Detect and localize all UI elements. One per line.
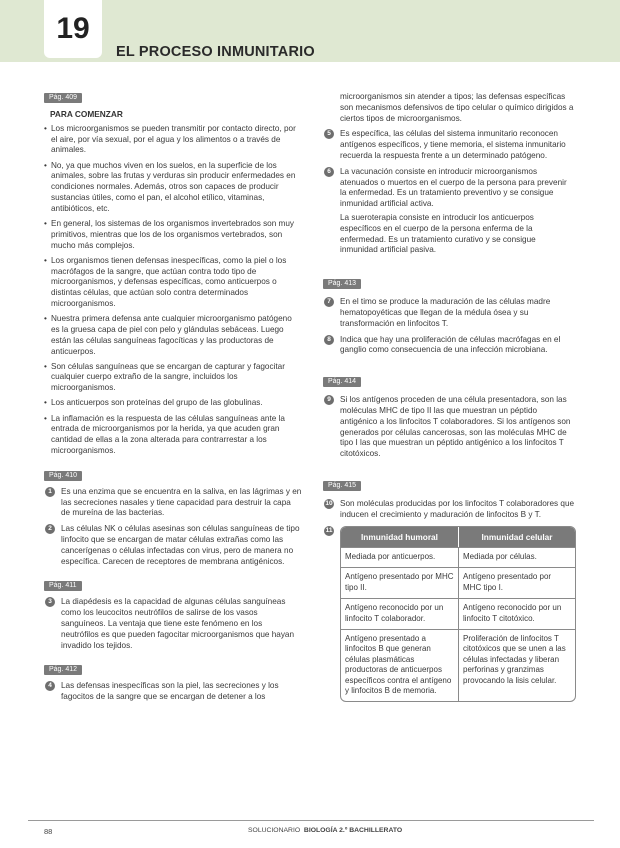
page-ref-415: Pág. 415 bbox=[323, 481, 361, 491]
question-8 bbox=[323, 335, 575, 357]
table-row bbox=[341, 598, 575, 629]
page-ref-411: Pág. 411 bbox=[44, 581, 82, 591]
footer-label bbox=[248, 827, 402, 834]
question-number: 7 bbox=[324, 297, 334, 307]
question-10 bbox=[323, 499, 575, 521]
answer-text: Es específica, las células del sistema inmunitario reconocen antígenos específicos, y tiene memoria, el sistema inmunitario recuerda la respuesta frente a un determinado patógeno. bbox=[340, 129, 566, 160]
answer-text: Indica que hay una proliferación de células macrófagas en el ganglio como consecuencia de una infección microbiana. bbox=[340, 334, 561, 355]
table-cell: Antígeno reconocido por un linfocito T colaborador. bbox=[341, 598, 458, 629]
question-5 bbox=[323, 129, 575, 161]
answer-text: Las células NK o células asesinas son células sanguíneas de tipo linfocito que se encargan de matar células extrañas como las cancerígenas o células infectadas con virus, pero de manera no específica. Carecen de receptores de membrana antigénicos. bbox=[61, 524, 300, 566]
table-row bbox=[341, 567, 575, 598]
answer-text: Las defensas inespecíficas son la piel, las secreciones y los fagocitos de la sangre que se encargan de detener a los bbox=[61, 681, 279, 702]
list-item: • Los organismos tienen defensas inespecíficas, como la piel o los macrófagos de la sangre, que actúan contra todo tipo de microorganismos, y defensas específicas, como anticuerpos o distintas células, que actúan solo contra determinados microorganismos. bbox=[44, 256, 302, 310]
table-cell: Mediada por células. bbox=[458, 547, 575, 567]
list-item: • Los microorganismos se pueden transmitir por contacto directo, por el aire, por vía sexual, por el agua y los alimentos o a través de animales. bbox=[44, 124, 302, 156]
page-ref-414: Pág. 414 bbox=[323, 377, 361, 387]
answer-text: Son moléculas producidas por los linfocitos T colaboradores que inducen el crecimiento y maduración de linfocitos B y T. bbox=[340, 498, 575, 519]
table-header-celular: Inmunidad celular bbox=[458, 527, 575, 547]
table-cell: Mediada por anticuerpos. bbox=[341, 547, 458, 567]
answer-text: La vacunación consiste en introducir microorganismos atenuados o muertos en el cuerpo de la persona para prevenir la enfermedad. Es un tratamiento preventivo y se consigue inmunidad artificial activa. bbox=[340, 166, 567, 209]
question-number: 4 bbox=[45, 681, 55, 691]
question-number: 3 bbox=[45, 597, 55, 607]
list-item: • La inflamación es la respuesta de las células sanguíneas ante la entrada de microorganismos por la herida, ya que acuden gran cantidad de ellas a la zona alterada para contrarrestar a los microorganismos. bbox=[44, 414, 302, 457]
list-item: • En general, los sistemas de los organismos invertebrados son muy primitivos, mientras que los de los organismos vertebrados, son mucho más complejos. bbox=[44, 219, 302, 251]
question-7 bbox=[323, 297, 575, 329]
footer-divider bbox=[28, 820, 594, 821]
footer-subject: BIOLOGÍA 2.º BACHILLERATO bbox=[303, 827, 403, 834]
list-item: • Los anticuerpos son proteínas del grupo de las globulinas. bbox=[44, 398, 302, 409]
table-cell: Antígeno presentado por MHC tipo I. bbox=[458, 567, 575, 598]
answer-text: Es una enzima que se encuentra en la saliva, en las lágrimas y en las secreciones nasales y tiene capacidad para destruir la capa de mureína de las bacterias. bbox=[61, 486, 302, 518]
left-column bbox=[44, 92, 302, 708]
page-ref-410: Pág. 410 bbox=[44, 471, 82, 481]
right-column bbox=[323, 92, 575, 707]
question-4-continued bbox=[323, 92, 575, 124]
question-2 bbox=[44, 524, 302, 567]
answer-text: La sueroterapia consiste en introducir los anticuerpos específicos en el cuerpo de la persona enferma de la enfermedad. Es un tratamiento curativo y se consigue inmunidad artificial pasiva. bbox=[340, 212, 536, 255]
list-item: • Nuestra primera defensa ante cualquier microorganismo patógeno es la gruesa capa de piel con pelo y glándulas sebáceas. Luego están las células sanguíneas fagocíticas y las productoras de anticuerpos. bbox=[44, 314, 302, 357]
question-4 bbox=[44, 681, 302, 703]
question-number: 2 bbox=[45, 524, 55, 534]
question-number: 5 bbox=[324, 129, 334, 139]
question-number: 9 bbox=[324, 395, 334, 405]
question-number: 6 bbox=[324, 167, 334, 177]
page-ref-413: Pág. 413 bbox=[323, 279, 361, 289]
question-11 bbox=[323, 526, 575, 703]
answer-text: Si los antígenos proceden de una célula presentadora, son las moléculas MHC de tipo II las que muestran un péptido antigénico a los linfocitos T colaboradores. Si los antígenos son generados por células cancerosas, son las moléculas MHC de tipo I las que muestran un péptido antigénico a los linfocitos T citotóxicos. bbox=[340, 395, 571, 459]
page-number: 88 bbox=[44, 827, 53, 836]
footer-solucionario: SOLUCIONARIO bbox=[248, 827, 301, 834]
answer-text: En el timo se produce la maduración de las células madre hematopoyéticas que llegan de la médula ósea y su transformación en linfocitos T. bbox=[340, 297, 551, 328]
table-cell: Antígeno presentado a linfocitos B que generan células plasmáticas productoras de anticuerpos específicos contra el antígeno y linfocitos B de memoria. bbox=[341, 629, 458, 701]
question-1 bbox=[44, 487, 302, 519]
chapter-number: 19 bbox=[44, 0, 102, 58]
list-item: • No, ya que muchos viven en los suelos, en la superficie de los animales, sobre las frutas y verduras sin producir enfermedades en condiciones normales. Además, otros son capaces de producir sustancias útiles, como el pan, el alcohol etílico, vitaminas, antibióticos, etc. bbox=[44, 161, 302, 215]
list-item: • Son células sanguíneas que se encargan de capturar y fagocitar cualquier cuerpo extraño de la sangre, incluidos los microorganismos. bbox=[44, 362, 302, 394]
table-cell: Antígeno reconocido por un linfocito T citotóxico. bbox=[458, 598, 575, 629]
page-ref-409: Pág. 409 bbox=[44, 93, 82, 103]
chapter-title: EL PROCESO INMUNITARIO bbox=[116, 44, 315, 60]
question-3 bbox=[44, 597, 302, 651]
answer-text: microorganismos sin atender a tipos; las defensas específicas son mecanismos defensivos de tipo celular o químico dirigidos a ciertos tipos de microorganismos. bbox=[340, 92, 574, 123]
question-number: 1 bbox=[45, 487, 55, 497]
question-6 bbox=[323, 167, 575, 256]
page-ref-412: Pág. 412 bbox=[44, 665, 82, 675]
answer-text: La diapédesis es la capacidad de algunas células sanguíneas como los leucocitos neutrófilos de salirse de los vasos sanguíneos. La ventaja que tiene este fenómeno en los neutrófilos es que pueden fagocitar microorganismos que hayan invadido los tejidos. bbox=[61, 597, 295, 650]
question-number: 11 bbox=[325, 526, 333, 534]
table-row bbox=[341, 629, 575, 701]
para-comenzar-heading: PARA COMENZAR bbox=[50, 109, 123, 119]
para-comenzar-list bbox=[44, 124, 302, 457]
table-cell: Proliferación de linfocitos T citotóxicos que se unen a las células infectadas y liberan perforinas y granzimas provocando la lisis celular. bbox=[458, 629, 575, 701]
table-cell: Antígeno presentado por MHC tipo II. bbox=[341, 567, 458, 598]
immunity-table bbox=[340, 526, 576, 703]
table-header-humoral: Inmunidad humoral bbox=[341, 527, 458, 547]
table-row bbox=[341, 547, 575, 567]
question-9 bbox=[323, 395, 575, 460]
question-number: 8 bbox=[324, 335, 334, 345]
question-number: 10 bbox=[325, 499, 333, 507]
